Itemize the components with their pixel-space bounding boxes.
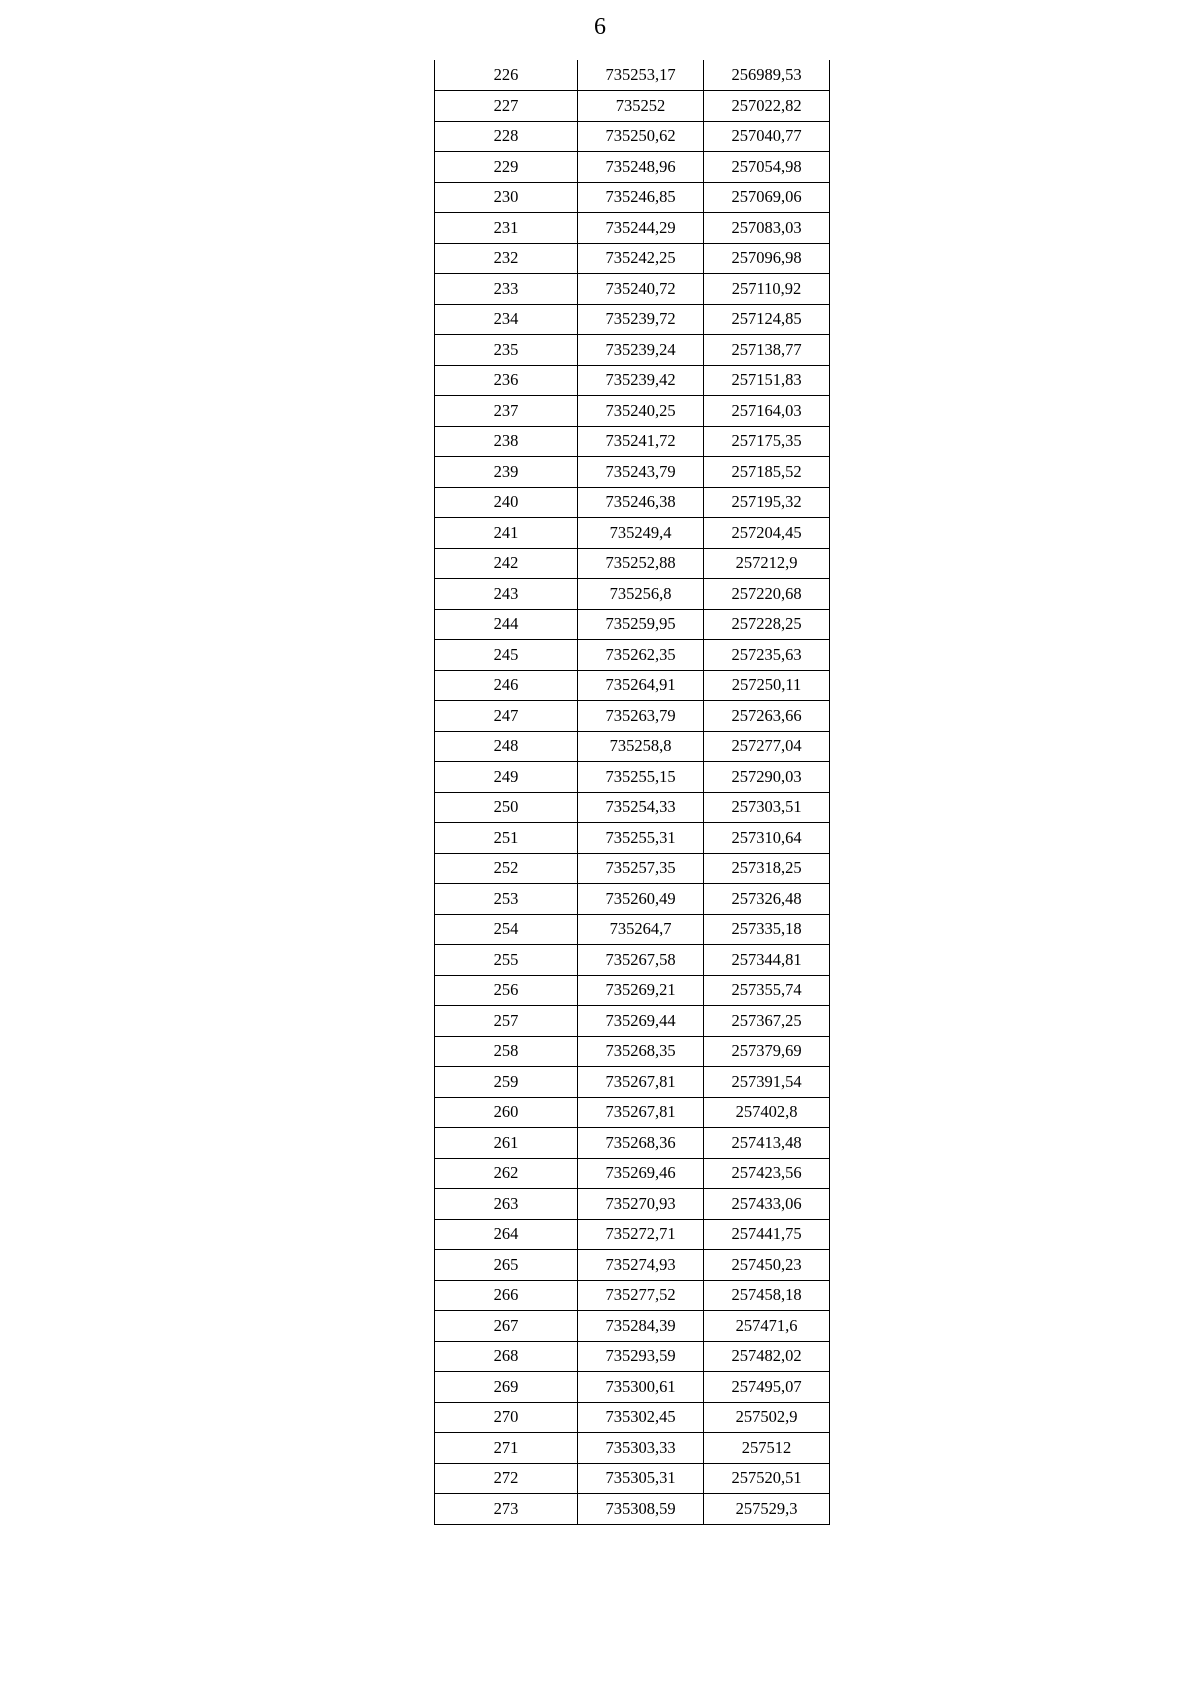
point-number-cell: 253 (435, 884, 578, 915)
x-coordinate-cell: 735269,44 (578, 1006, 704, 1037)
table-row (435, 762, 830, 793)
y-coordinate-cell: 257326,48 (704, 884, 830, 915)
point-number-cell: 236 (435, 365, 578, 396)
point-number-cell: 249 (435, 762, 578, 793)
table-row (435, 792, 830, 823)
y-coordinate-cell: 257235,63 (704, 640, 830, 671)
y-coordinate-cell: 257303,51 (704, 792, 830, 823)
y-coordinate-cell: 257069,06 (704, 182, 830, 213)
table-row (435, 1280, 830, 1311)
x-coordinate-cell: 735268,36 (578, 1128, 704, 1159)
y-coordinate-cell: 257502,9 (704, 1402, 830, 1433)
point-number-cell: 234 (435, 304, 578, 335)
x-coordinate-cell: 735302,45 (578, 1402, 704, 1433)
point-number-cell: 242 (435, 548, 578, 579)
table-row (435, 1311, 830, 1342)
x-coordinate-cell: 735255,31 (578, 823, 704, 854)
x-coordinate-cell: 735284,39 (578, 1311, 704, 1342)
x-coordinate-cell: 735267,81 (578, 1067, 704, 1098)
point-number-cell: 252 (435, 853, 578, 884)
y-coordinate-cell: 257391,54 (704, 1067, 830, 1098)
x-coordinate-cell: 735305,31 (578, 1463, 704, 1494)
table-row (435, 1128, 830, 1159)
point-number-cell: 230 (435, 182, 578, 213)
table-row (435, 121, 830, 152)
y-coordinate-cell: 257290,03 (704, 762, 830, 793)
point-number-cell: 261 (435, 1128, 578, 1159)
x-coordinate-cell: 735256,8 (578, 579, 704, 610)
table-row (435, 152, 830, 183)
point-number-cell: 248 (435, 731, 578, 762)
point-number-cell: 228 (435, 121, 578, 152)
x-coordinate-cell: 735293,59 (578, 1341, 704, 1372)
x-coordinate-cell: 735239,24 (578, 335, 704, 366)
y-coordinate-cell: 257529,3 (704, 1494, 830, 1525)
y-coordinate-cell: 257054,98 (704, 152, 830, 183)
table-row (435, 884, 830, 915)
table-row (435, 640, 830, 671)
point-number-cell: 237 (435, 396, 578, 427)
table-row (435, 1036, 830, 1067)
y-coordinate-cell: 257175,35 (704, 426, 830, 457)
table-row (435, 975, 830, 1006)
x-coordinate-cell: 735255,15 (578, 762, 704, 793)
table-row (435, 182, 830, 213)
x-coordinate-cell: 735264,91 (578, 670, 704, 701)
y-coordinate-cell: 257379,69 (704, 1036, 830, 1067)
table-row (435, 1372, 830, 1403)
y-coordinate-cell: 257195,32 (704, 487, 830, 518)
x-coordinate-cell: 735308,59 (578, 1494, 704, 1525)
y-coordinate-cell: 257151,83 (704, 365, 830, 396)
coordinates-table (434, 60, 830, 1525)
y-coordinate-cell: 257423,56 (704, 1158, 830, 1189)
point-number-cell: 246 (435, 670, 578, 701)
point-number-cell: 232 (435, 243, 578, 274)
y-coordinate-cell: 257263,66 (704, 701, 830, 732)
point-number-cell: 268 (435, 1341, 578, 1372)
table-row (435, 1189, 830, 1220)
y-coordinate-cell: 257212,9 (704, 548, 830, 579)
point-number-cell: 233 (435, 274, 578, 305)
point-number-cell: 258 (435, 1036, 578, 1067)
table-row (435, 335, 830, 366)
y-coordinate-cell: 257250,11 (704, 670, 830, 701)
point-number-cell: 247 (435, 701, 578, 732)
y-coordinate-cell: 257164,03 (704, 396, 830, 427)
x-coordinate-cell: 735242,25 (578, 243, 704, 274)
y-coordinate-cell: 257083,03 (704, 213, 830, 244)
table-row (435, 579, 830, 610)
point-number-cell: 273 (435, 1494, 578, 1525)
x-coordinate-cell: 735243,79 (578, 457, 704, 488)
x-coordinate-cell: 735248,96 (578, 152, 704, 183)
y-coordinate-cell: 257433,06 (704, 1189, 830, 1220)
x-coordinate-cell: 735250,62 (578, 121, 704, 152)
x-coordinate-cell: 735257,35 (578, 853, 704, 884)
x-coordinate-cell: 735254,33 (578, 792, 704, 823)
point-number-cell: 238 (435, 426, 578, 457)
table-row (435, 518, 830, 549)
table-row (435, 213, 830, 244)
y-coordinate-cell: 257355,74 (704, 975, 830, 1006)
table-row (435, 701, 830, 732)
x-coordinate-cell: 735252 (578, 91, 704, 122)
point-number-cell: 227 (435, 91, 578, 122)
x-coordinate-cell: 735300,61 (578, 1372, 704, 1403)
point-number-cell: 240 (435, 487, 578, 518)
x-coordinate-cell: 735260,49 (578, 884, 704, 915)
x-coordinate-cell: 735252,88 (578, 548, 704, 579)
point-number-cell: 269 (435, 1372, 578, 1403)
table-row (435, 945, 830, 976)
point-number-cell: 264 (435, 1219, 578, 1250)
x-coordinate-cell: 735269,21 (578, 975, 704, 1006)
x-coordinate-cell: 735264,7 (578, 914, 704, 945)
point-number-cell: 226 (435, 60, 578, 91)
y-coordinate-cell: 257402,8 (704, 1097, 830, 1128)
point-number-cell: 255 (435, 945, 578, 976)
table-row (435, 853, 830, 884)
x-coordinate-cell: 735246,85 (578, 182, 704, 213)
y-coordinate-cell: 257482,02 (704, 1341, 830, 1372)
point-number-cell: 272 (435, 1463, 578, 1494)
point-number-cell: 241 (435, 518, 578, 549)
page-number: 6 (594, 14, 606, 40)
x-coordinate-cell: 735244,29 (578, 213, 704, 244)
table-row (435, 1097, 830, 1128)
point-number-cell: 270 (435, 1402, 578, 1433)
x-coordinate-cell: 735274,93 (578, 1250, 704, 1281)
table-row (435, 1158, 830, 1189)
y-coordinate-cell: 257495,07 (704, 1372, 830, 1403)
table-row (435, 731, 830, 762)
table-row (435, 243, 830, 274)
x-coordinate-cell: 735270,93 (578, 1189, 704, 1220)
x-coordinate-cell: 735262,35 (578, 640, 704, 671)
table-row (435, 1433, 830, 1464)
point-number-cell: 245 (435, 640, 578, 671)
y-coordinate-cell: 257204,45 (704, 518, 830, 549)
x-coordinate-cell: 735258,8 (578, 731, 704, 762)
table-row (435, 823, 830, 854)
x-coordinate-cell: 735303,33 (578, 1433, 704, 1464)
table-row (435, 1463, 830, 1494)
table-row (435, 1219, 830, 1250)
table-row (435, 609, 830, 640)
table-row (435, 1250, 830, 1281)
coordinates-table-body (435, 60, 830, 1524)
point-number-cell: 254 (435, 914, 578, 945)
table-row (435, 457, 830, 488)
x-coordinate-cell: 735246,38 (578, 487, 704, 518)
point-number-cell: 257 (435, 1006, 578, 1037)
y-coordinate-cell: 257110,92 (704, 274, 830, 305)
x-coordinate-cell: 735253,17 (578, 60, 704, 91)
y-coordinate-cell: 257096,98 (704, 243, 830, 274)
x-coordinate-cell: 735267,81 (578, 1097, 704, 1128)
y-coordinate-cell: 257138,77 (704, 335, 830, 366)
point-number-cell: 251 (435, 823, 578, 854)
point-number-cell: 250 (435, 792, 578, 823)
point-number-cell: 235 (435, 335, 578, 366)
table-row (435, 1402, 830, 1433)
y-coordinate-cell: 257185,52 (704, 457, 830, 488)
y-coordinate-cell: 257228,25 (704, 609, 830, 640)
x-coordinate-cell: 735240,72 (578, 274, 704, 305)
point-number-cell: 239 (435, 457, 578, 488)
point-number-cell: 229 (435, 152, 578, 183)
x-coordinate-cell: 735267,58 (578, 945, 704, 976)
point-number-cell: 244 (435, 609, 578, 640)
point-number-cell: 266 (435, 1280, 578, 1311)
point-number-cell: 256 (435, 975, 578, 1006)
y-coordinate-cell: 257458,18 (704, 1280, 830, 1311)
x-coordinate-cell: 735272,71 (578, 1219, 704, 1250)
y-coordinate-cell: 257450,23 (704, 1250, 830, 1281)
table-row (435, 670, 830, 701)
y-coordinate-cell: 257413,48 (704, 1128, 830, 1159)
x-coordinate-cell: 735263,79 (578, 701, 704, 732)
table-row (435, 1067, 830, 1098)
x-coordinate-cell: 735277,52 (578, 1280, 704, 1311)
y-coordinate-cell: 257040,77 (704, 121, 830, 152)
point-number-cell: 267 (435, 1311, 578, 1342)
y-coordinate-cell: 257367,25 (704, 1006, 830, 1037)
y-coordinate-cell: 257520,51 (704, 1463, 830, 1494)
point-number-cell: 263 (435, 1189, 578, 1220)
point-number-cell: 260 (435, 1097, 578, 1128)
x-coordinate-cell: 735239,42 (578, 365, 704, 396)
y-coordinate-cell: 257124,85 (704, 304, 830, 335)
y-coordinate-cell: 257441,75 (704, 1219, 830, 1250)
table-row (435, 274, 830, 305)
y-coordinate-cell: 257220,68 (704, 579, 830, 610)
y-coordinate-cell: 257471,6 (704, 1311, 830, 1342)
y-coordinate-cell: 257335,18 (704, 914, 830, 945)
x-coordinate-cell: 735239,72 (578, 304, 704, 335)
x-coordinate-cell: 735240,25 (578, 396, 704, 427)
table-row (435, 487, 830, 518)
point-number-cell: 262 (435, 1158, 578, 1189)
table-row (435, 1341, 830, 1372)
table-row (435, 60, 830, 91)
table-row (435, 426, 830, 457)
y-coordinate-cell: 257318,25 (704, 853, 830, 884)
x-coordinate-cell: 735268,35 (578, 1036, 704, 1067)
table-row (435, 1006, 830, 1037)
point-number-cell: 265 (435, 1250, 578, 1281)
y-coordinate-cell: 257512 (704, 1433, 830, 1464)
point-number-cell: 243 (435, 579, 578, 610)
table-row (435, 548, 830, 579)
x-coordinate-cell: 735259,95 (578, 609, 704, 640)
table-row (435, 91, 830, 122)
point-number-cell: 259 (435, 1067, 578, 1098)
table-row (435, 365, 830, 396)
x-coordinate-cell: 735241,72 (578, 426, 704, 457)
x-coordinate-cell: 735249,4 (578, 518, 704, 549)
table-row (435, 914, 830, 945)
y-coordinate-cell: 257310,64 (704, 823, 830, 854)
point-number-cell: 271 (435, 1433, 578, 1464)
y-coordinate-cell: 257344,81 (704, 945, 830, 976)
point-number-cell: 231 (435, 213, 578, 244)
table-row (435, 1494, 830, 1525)
y-coordinate-cell: 257022,82 (704, 91, 830, 122)
table-row (435, 396, 830, 427)
y-coordinate-cell: 257277,04 (704, 731, 830, 762)
table-row (435, 304, 830, 335)
x-coordinate-cell: 735269,46 (578, 1158, 704, 1189)
y-coordinate-cell: 256989,53 (704, 60, 830, 91)
